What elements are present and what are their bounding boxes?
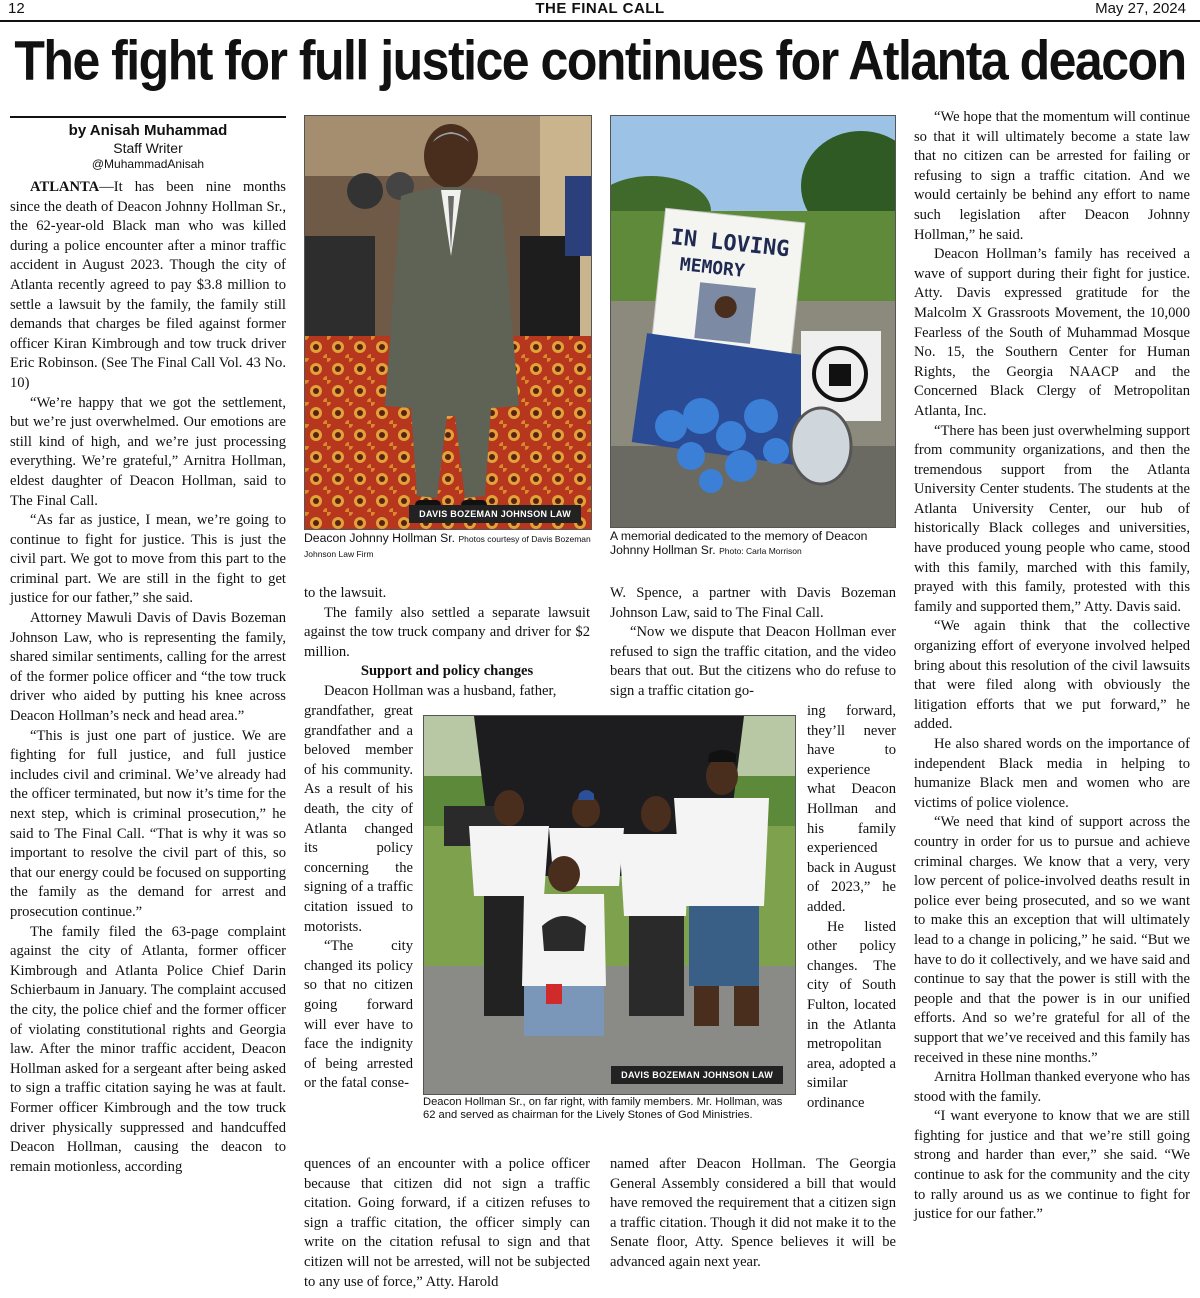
article-column-2-bottom bbox=[304, 1155, 590, 1292]
article-column-1 bbox=[10, 178, 286, 1177]
deacon-photo-image bbox=[305, 116, 591, 529]
paragraph: He listed other policy changes. The city of South Fulton, located in the Atlanta metropolitan area, adopted a similar ordinance bbox=[807, 918, 896, 1111]
dateline: ATLANTA bbox=[30, 179, 100, 195]
paragraph: Arnitra Hollman thanked everyone who has stood with the family. bbox=[914, 1069, 1190, 1105]
paragraph: W. Spence, a partner with Davis Bozeman Johnson Law, said to The Final Call. bbox=[610, 585, 896, 621]
deacon-photo-caption bbox=[304, 531, 594, 561]
headline: The fight for full justice continues for Atlanta deacon bbox=[14, 29, 1186, 92]
photo-credit: Photos courtesy of Davis Bozeman Johnson Law Firm bbox=[304, 534, 591, 559]
article-column-3-bottom bbox=[610, 1155, 896, 1273]
paragraph: “I want everyone to know that we are still fighting for justice and that we’re still going strong and harder than ever,” she said. “We continue to ask for the community and the city to rally around us as we continue to fight for justice for our father.” bbox=[914, 1108, 1190, 1223]
photo-watermark: DAVIS BOZEMAN JOHNSON LAW bbox=[409, 505, 581, 523]
section-subhead: Support and policy changes bbox=[360, 663, 534, 680]
family-photo bbox=[423, 715, 796, 1095]
paragraph: named after Deacon Hollman. The Georgia General Assembly considered a bill that would have removed the requirement that a citizen sign a traffic citation. Though it did not make it to the Senate floor, Atty. Spence believes it will be advanced again next year. bbox=[610, 1156, 896, 1270]
article-column-2-narrow bbox=[304, 702, 413, 1094]
paragraph: grandfather, great grandfather and a beloved member of his community. As a result of his death, the city of Atlanta changed its policy concerning the signing of a traffic citation issued to motorists. bbox=[304, 703, 413, 935]
paragraph: Deacon Hollman was a husband, father, bbox=[324, 682, 557, 699]
caption-text: A memorial dedicated to the memory of Deacon Johnny Hollman Sr. bbox=[610, 529, 868, 557]
paragraph: “We need that kind of support across the country in order for us to pursue and achieve criminal charges. We know that a very, very low percent of police-involved deaths result in police ever being prosecuted, and so we want to make this an exception that will ultimately lead to a change in policing,” he said. “But we have to do it collectively, and we have said and continue to say that the power is still with the people and that the power is in our unified efforts. And so we’re grateful for all of the support that we’ve received and this family has received in these nine months.” bbox=[914, 814, 1190, 1066]
paragraph bbox=[10, 178, 286, 394]
paragraph: “This is just one part of justice. We are fighting for full justice, and full justice includes civil and criminal. We’ve already had the officer terminated, but now it’s time for the next step, which is criminal prosecution,” he said to The Final Call. “That is why it was so important to resolve the civil part of this, so that our energy could be focused on supporting the family as the demand for arrest and prosecution continue.” bbox=[10, 727, 286, 920]
paragraph: “As far as justice, I mean, we’re going to continue to fight for justice. This is just the civil part. We got to move from this part to the criminal part. We are still in the fight to get justice for our father,” she said. bbox=[10, 512, 286, 607]
family-photo-image bbox=[424, 716, 795, 1094]
paragraph: ing forward, they’ll never have to experience what Deacon Hollman and his family experienced back in August of 2023,” he added. bbox=[807, 703, 896, 915]
paragraph: The family also settled a separate lawsuit against the tow truck company and driver for $2 million. bbox=[304, 604, 590, 660]
memorial-photo-image bbox=[611, 116, 895, 527]
byline bbox=[10, 116, 286, 172]
page-header bbox=[0, 0, 1200, 22]
article-column-3-top bbox=[610, 584, 896, 702]
memorial-photo bbox=[610, 115, 896, 528]
photo-watermark: DAVIS BOZEMAN JOHNSON LAW bbox=[611, 1066, 783, 1084]
paragraph: “We again think that the collective organizing effort of everyone involved helped bring about this resolution of the civil lawsuits that were filed along with obviously the litigation efforts that we put forward,” he added. bbox=[914, 618, 1190, 733]
paragraph: “There has been just overwhelming support from community organizations, and then the tremendous support from the Atlanta University Center students. The students at the Atlanta University Center, our hub of historically Black colleges and universities, have produced young people who came, stood with this family, marched with this family, prayed with this family, protested with this family and supported them,” Atty. Davis said. bbox=[914, 422, 1190, 615]
paragraph: quences of an encounter with a police officer because that citizen did not sign a traffic citation. Going forward, if a citizen refuses to sign a traffic citation, the officer simply can write on the citation refusal to sign and that citizen will not be arrested, will not be subjected to any use of force,” Atty. Harold bbox=[304, 1156, 590, 1290]
publication-name: THE FINAL CALL bbox=[535, 0, 665, 17]
article-column-4 bbox=[914, 108, 1190, 1225]
article-column-3-narrow bbox=[807, 702, 896, 1113]
paragraph: “Now we dispute that Deacon Hollman ever refused to sign the traffic citation, and the video bears that out. But the citizens who do refuse to sign a traffic citation go- bbox=[610, 624, 896, 699]
memorial-sign-line1: IN LOVING bbox=[669, 225, 791, 263]
paragraph: “The city changed its policy so that no citizen going forward will ever have to face the indignity of being arrested or the fatal conse- bbox=[304, 938, 413, 1092]
paragraph: He also shared words on the importance of independent Black media in helping to humanize Black men and women who are victims of police violence. bbox=[914, 736, 1190, 811]
author-role: Staff Writer bbox=[113, 140, 183, 156]
page-number: 12 bbox=[8, 0, 25, 17]
paragraph: “We’re happy that we got the settlement, but we’re just overwhelmed. Our emotions are still kind of high, and we’re just processing everything. We’re grateful,” Arnitra Hollman, eldest daughter of Deacon Hollman, said to The Final Call. bbox=[10, 394, 286, 509]
paragraph: “We hope that the momentum will continue so that it will ultimately become a state law that no citizen can be arrested for failing or refusing to sign a traffic citation. And we would certainly be behind any effort to name such legislation after Deacon Johnny Hollman,” he said. bbox=[914, 109, 1190, 243]
author-handle: @MuhammadAnisah bbox=[91, 157, 205, 171]
paragraph: to the lawsuit. bbox=[304, 585, 387, 601]
paragraph: The family filed the 63-page complaint against the city of Atlanta, former officer Kimbrough and Atlanta Police Chief Darin Schierbaum in January. The complaint accused the city, the police chief and the former officer of violating constitutional rights and Georgia law. After the minor traffic accident, Deacon Hollman asked for a sergeant after being asked to sign a traffic citation saying he was at fault. Former officer Kimbrough and the tow truck driver physically suppressed and handcuffed Deacon Hollman, causing the deacon to remain motionless, according bbox=[10, 923, 286, 1175]
issue-date: May 27, 2024 bbox=[1095, 0, 1186, 17]
memorial-sign-line2: MEMORY bbox=[678, 254, 746, 282]
photo-credit: Photo: Carla Morrison bbox=[719, 546, 802, 556]
caption-text: Deacon Johnny Hollman Sr. bbox=[304, 531, 456, 545]
author-name: by Anisah Muhammad bbox=[68, 122, 228, 139]
memorial-photo-caption bbox=[610, 529, 900, 558]
lead-text: —It has been nine months since the death of Deacon Johnny Hollman Sr., the 62-year-old Black man who was killed during a police encounter after a minor traffic accident in August 2023. Though the city of Atlanta recently agreed to pay $3.8 million to settle a lawsuit by the family, the family still demands that charges be filed against former officer Kiran Kimbrough and tow truck driver Eric Robinson. (See The Final Call Vol. 43 No. 10) bbox=[10, 179, 286, 391]
paragraph: Attorney Mawuli Davis of Davis Bozeman Johnson Law, who is representing the family, shared similar sentiments, calling for the arrest of the former police officer and “the tow truck driver who aided by putting his knee across Deacon Hollman’s neck and head area.” bbox=[10, 610, 286, 725]
paragraph: Deacon Hollman’s family has received a wave of support during their fight for justice. Atty. Davis expressed gratitude for the Malcolm X Grassroots Movement, the 10,000 Fearless of the South of Muhammad Mosque No. 15, the Southern Center for Human Rights, the Georgia NAACP and the Concerned Black Clergy of Metropolitan Atlanta, Inc. bbox=[914, 246, 1190, 419]
family-photo-caption: Deacon Hollman Sr., on far right, with family members. Mr. Hollman, was 62 and served as chairman for the Lively Stones of God Ministries. bbox=[423, 1096, 783, 1121]
article-column-2-top bbox=[304, 584, 590, 702]
deacon-photo bbox=[304, 115, 592, 530]
